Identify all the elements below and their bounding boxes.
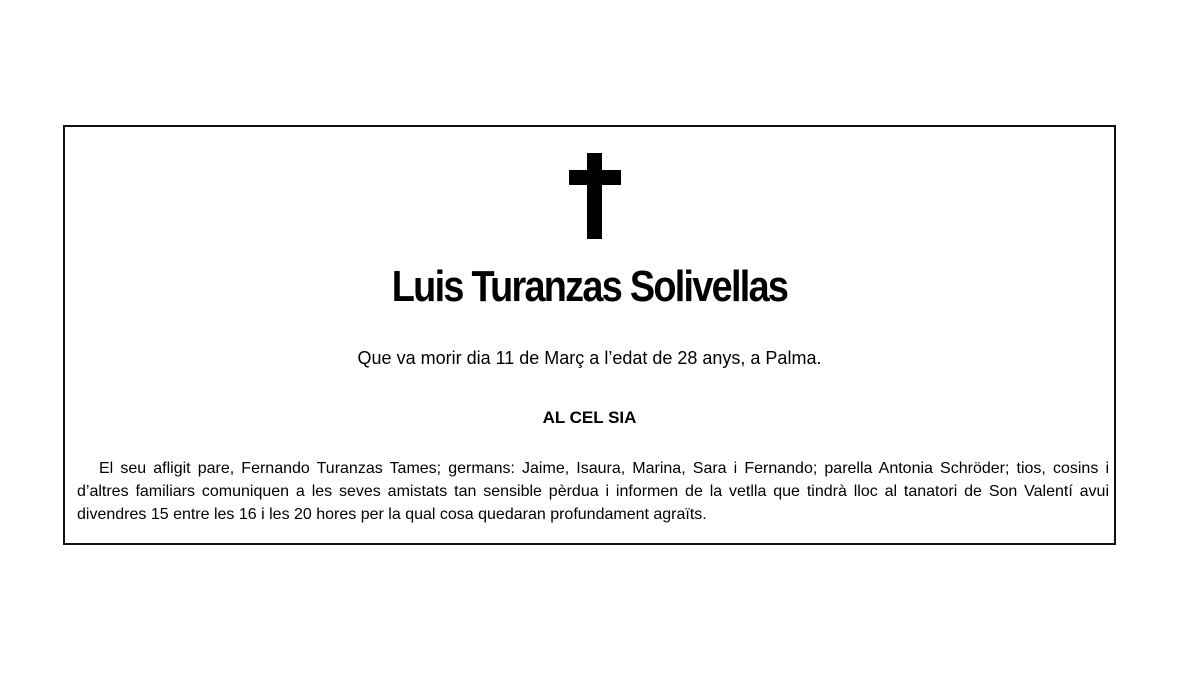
cross-icon [569,153,621,239]
obituary-notice [63,125,1116,545]
death-details: Que va morir dia 11 de Març a l’edat de 28 anys, a Palma. [357,348,822,368]
deceased-name: Luis Turanzas Solivellas [391,262,788,311]
farewell-phrase: AL CEL SIA [542,408,637,427]
family-announcement: El seu afligit pare, Fernando Turanzas Tames; germans: Jaime, Isaura, Marina, Sara i Fernando; parella Antonia Schröder; tios, cosins i d’altres familiars comuniquen a les seves amistats tan sensible pèrdua i informen de la vetlla que tindrà lloc al tanatori de Son Valentí avui divendres 15 entre les 16 i les 20 hores per la qual cosa quedaran profundament agraïts. [77,460,1109,523]
